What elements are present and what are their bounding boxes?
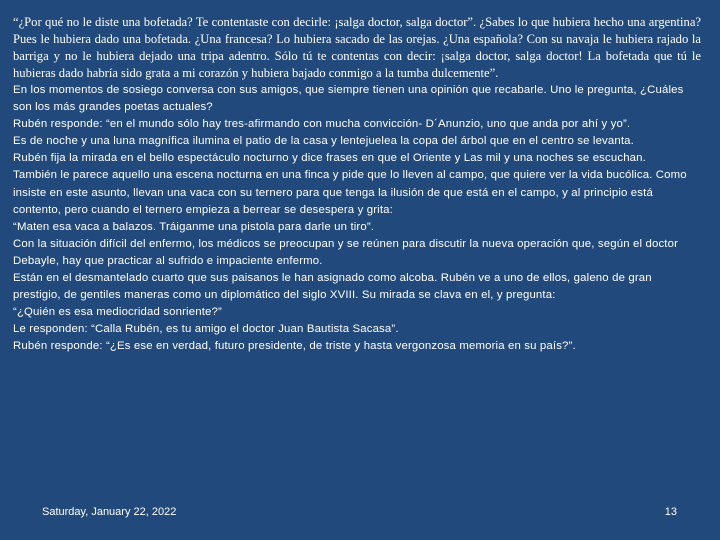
text-line: “Maten esa vaca a balazos. Tráiganme una pistola para darle un tiro”.	[13, 220, 375, 233]
page-number: 13	[664, 506, 677, 518]
text-line: Rubén responde: “¿Es ese en verdad, futuro presidente, de triste y hasta vergonzosa memoria en su país?”.	[13, 340, 576, 353]
text-line: Es de noche y una luna magnífica ilumina el patio de la casa y lentejuelea la copa del árbol que en el centro se levanta.	[13, 135, 634, 148]
text-line: Están en el desmantelado cuarto que sus paisanos le han asignado como alcoba. Rubén ve a uno de ellos, galeno de gran prestigio, de gentiles maneras como un diplomático del siglo XVIII. Su mirada se clava en el, y pregunta:	[13, 272, 652, 302]
paragraph-quote: “¿Por qué no le diste una bofetada? Te contentaste con decirle: ¡salga doctor, salga doctor”. ¿Sabes lo que hubiera hecho una argentina? Pues le hubiera dado una bofetada. ¿Una francesa? Lo hubiera sacado de las orejas. ¿Una española? Con su navaja le hubiera rajado la barriga y no le hubiera dejado una tripa adentro. Sólo tú te contentas con decir: ¡salga doctor, salga doctor! La bofetada que tú le hubieras dado habría sido grata a mi corazón y hubiera bajado conmigo a la tumba dulcemente”.	[13, 15, 701, 80]
text-line: “¿Quién es esa mediocridad sonriente?”	[13, 306, 222, 319]
slide-body	[13, 14, 701, 356]
text-line: Rubén fija la mirada en el bello espectáculo nocturno y dice frases en que el Oriente y Las mil y una noches se escuchan.	[13, 152, 646, 165]
text-line: Rubén responde: “en el mundo sólo hay tres-afirmando con mucha convicción- D´Anunzio, uno que anda por ahí y yo”.	[13, 118, 631, 131]
footer-date: Saturday, January 22, 2022	[42, 506, 177, 518]
text-line: En los momentos de sosiego conversa con sus amigos, que siempre tienen una opinión que recabarle. Uno le pregunta, ¿Cuáles son los más grandes poetas actuales?	[13, 84, 684, 114]
text-line: Con la situación difícil del enfermo, los médicos se preocupan y se reúnen para discutir la nueva operación que, según el doctor Debayle, hay que practicar al sufrido e impaciente enfermo.	[13, 237, 679, 267]
text-line: También le parece aquello una escena nocturna en una finca y pide que lo lleven al campo, que quiere ver la vida bucólica. Como insiste en este asunto, llevan una vaca con su ternero para que tenga la ilusión de que está en el campo, y al principio está contento, pero cuando el ternero empieza a berrear se desespera y grita:	[13, 169, 687, 216]
text-line: Le responden: “Calla Rubén, es tu amigo el doctor Juan Bautista Sacasa”.	[13, 323, 399, 336]
